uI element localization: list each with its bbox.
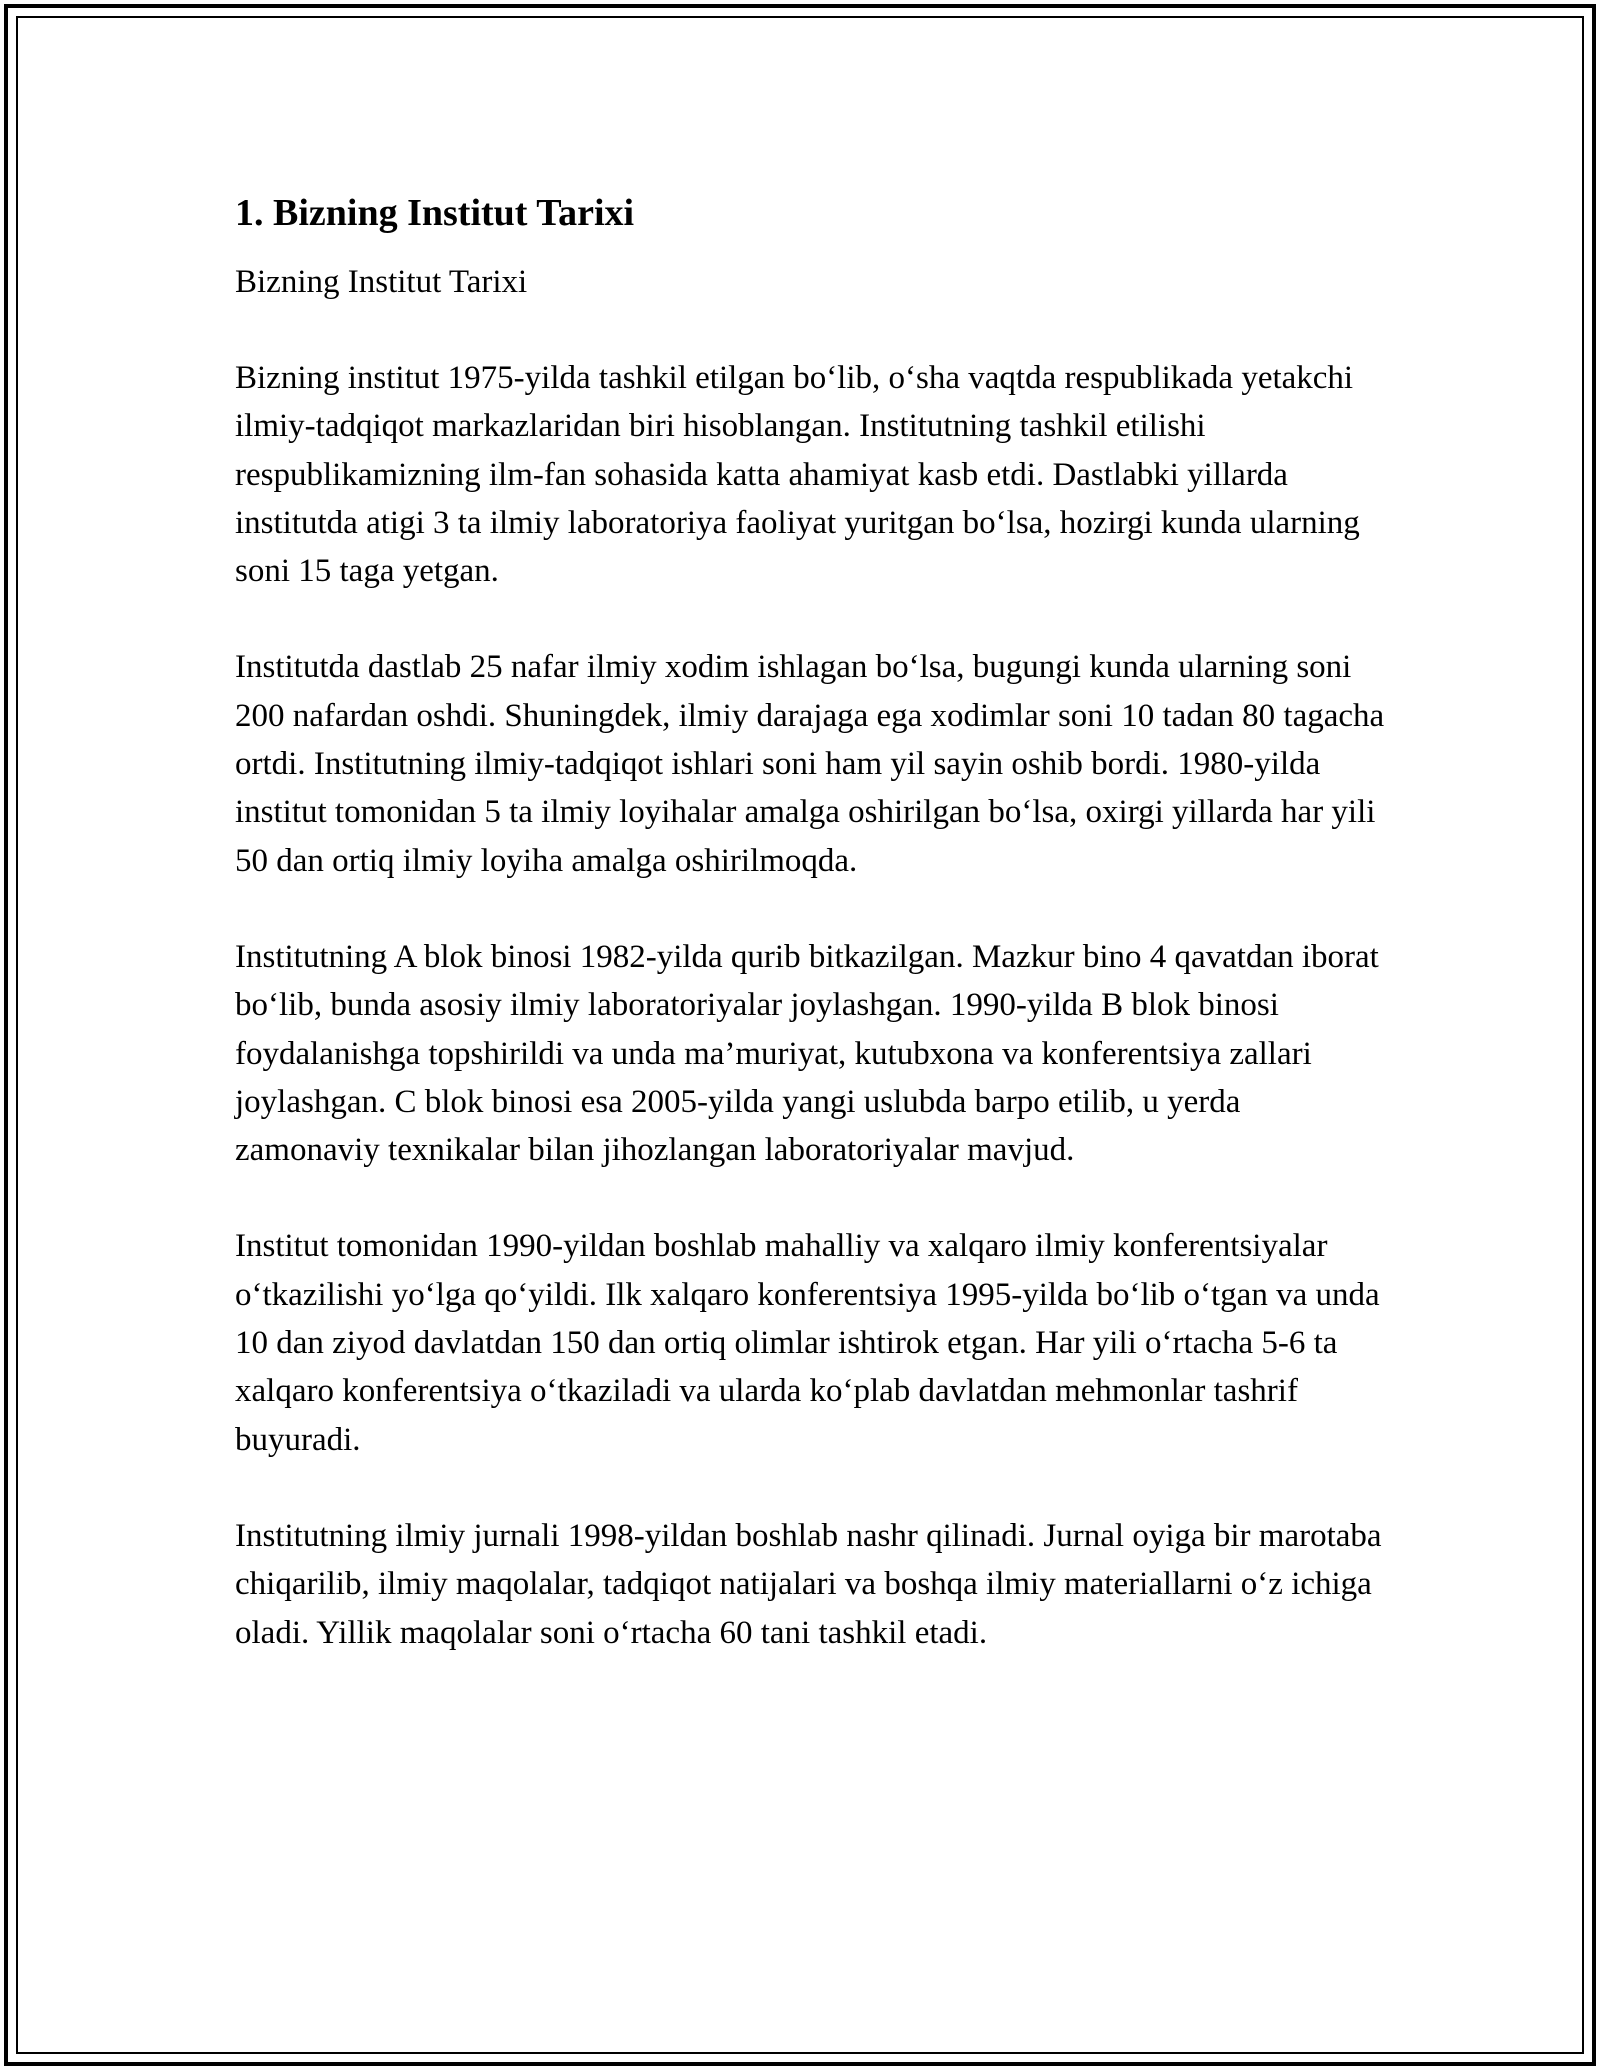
section-subtitle: Bizning Institut Tarixi — [235, 264, 528, 300]
paragraph-conferences: Institut tomonidan 1990-yildan boshlab mahalliy va xalqaro ilmiy konferentsiyalar o‘tkazilishi yo‘lga qo‘yildi. Ilk xalqaro konferentsiya 1995-yilda bo‘lib o‘tgan va unda 10 dan ziyod davlatdan 150 dan ortiq olimlar ishtirok etgan. Har yili o‘rtacha 5-6 ta xalqaro konferentsiya o‘tkaziladi va ularda ko‘plab davlatdan mehmonlar tashrif buyuradi. — [235, 1228, 1380, 1458]
paragraph-buildings: Institutning A blok binosi 1982-yilda qurib bitkazilgan. Mazkur bino 4 qavatdan iborat bo‘lib, bunda asosiy ilmiy laboratoriyalar joylashgan. 1990-yilda B blok binosi foydalanishga topshirildi va unda ma’muriyat, kutubxona va konferentsiya zallari joylashgan. C blok binosi esa 2005-yilda yangi uslubda barpo etilib, u yerda zamonaviy texnikalar bilan jihozlangan laboratoriyalar mavjud. — [235, 938, 1379, 1169]
paragraph-journal: Institutning ilmiy jurnali 1998-yildan boshlab nashr qilinadi. Jurnal oyiga bir marotaba chiqarilib, ilmiy maqolalar, tadqiqot natijalari va boshqa ilmiy materiallarni o‘z ichiga oladi. Yillik maqolalar soni o‘rtacha 60 tani tashkil etadi. — [235, 1517, 1382, 1651]
paragraph-history-founding: Bizning institut 1975-yilda tashkil etilgan bo‘lib, o‘sha vaqtda respublikada yetakchi ilmiy-tadqiqot markazlaridan biri hisoblangan. Institutning tashkil etilishi respublikamizning ilm-fan sohasida katta ahamiyat kasb etdi. Dastlabki yillarda institutda atigi 3 ta ilmiy laboratoriya faoliyat yuritgan bo‘lsa, hozirgi kunda ularning soni 15 taga yetgan. — [235, 360, 1360, 590]
paragraph-staff-growth: Institutda dastlab 25 nafar ilmiy xodim ishlagan bo‘lsa, bugungi kunda ularning soni 200 nafardan oshdi. Shuningdek, ilmiy darajaga ega xodimlar soni 10 tadan 80 tagacha ortdi. Institutning ilmiy-tadqiqot ishlari soni ham yil sayin oshib bordi. 1980-yilda institut tomonidan 5 ta ilmiy loyihalar amalga oshirilgan bo‘lsa, oxirgi yillarda har yili 50 dan ortiq ilmiy loyiha amalga oshirilmoqda. — [235, 649, 1385, 879]
document-body — [235, 180, 1385, 1705]
section-heading: 1. Bizning Institut Tarixi — [235, 192, 635, 234]
